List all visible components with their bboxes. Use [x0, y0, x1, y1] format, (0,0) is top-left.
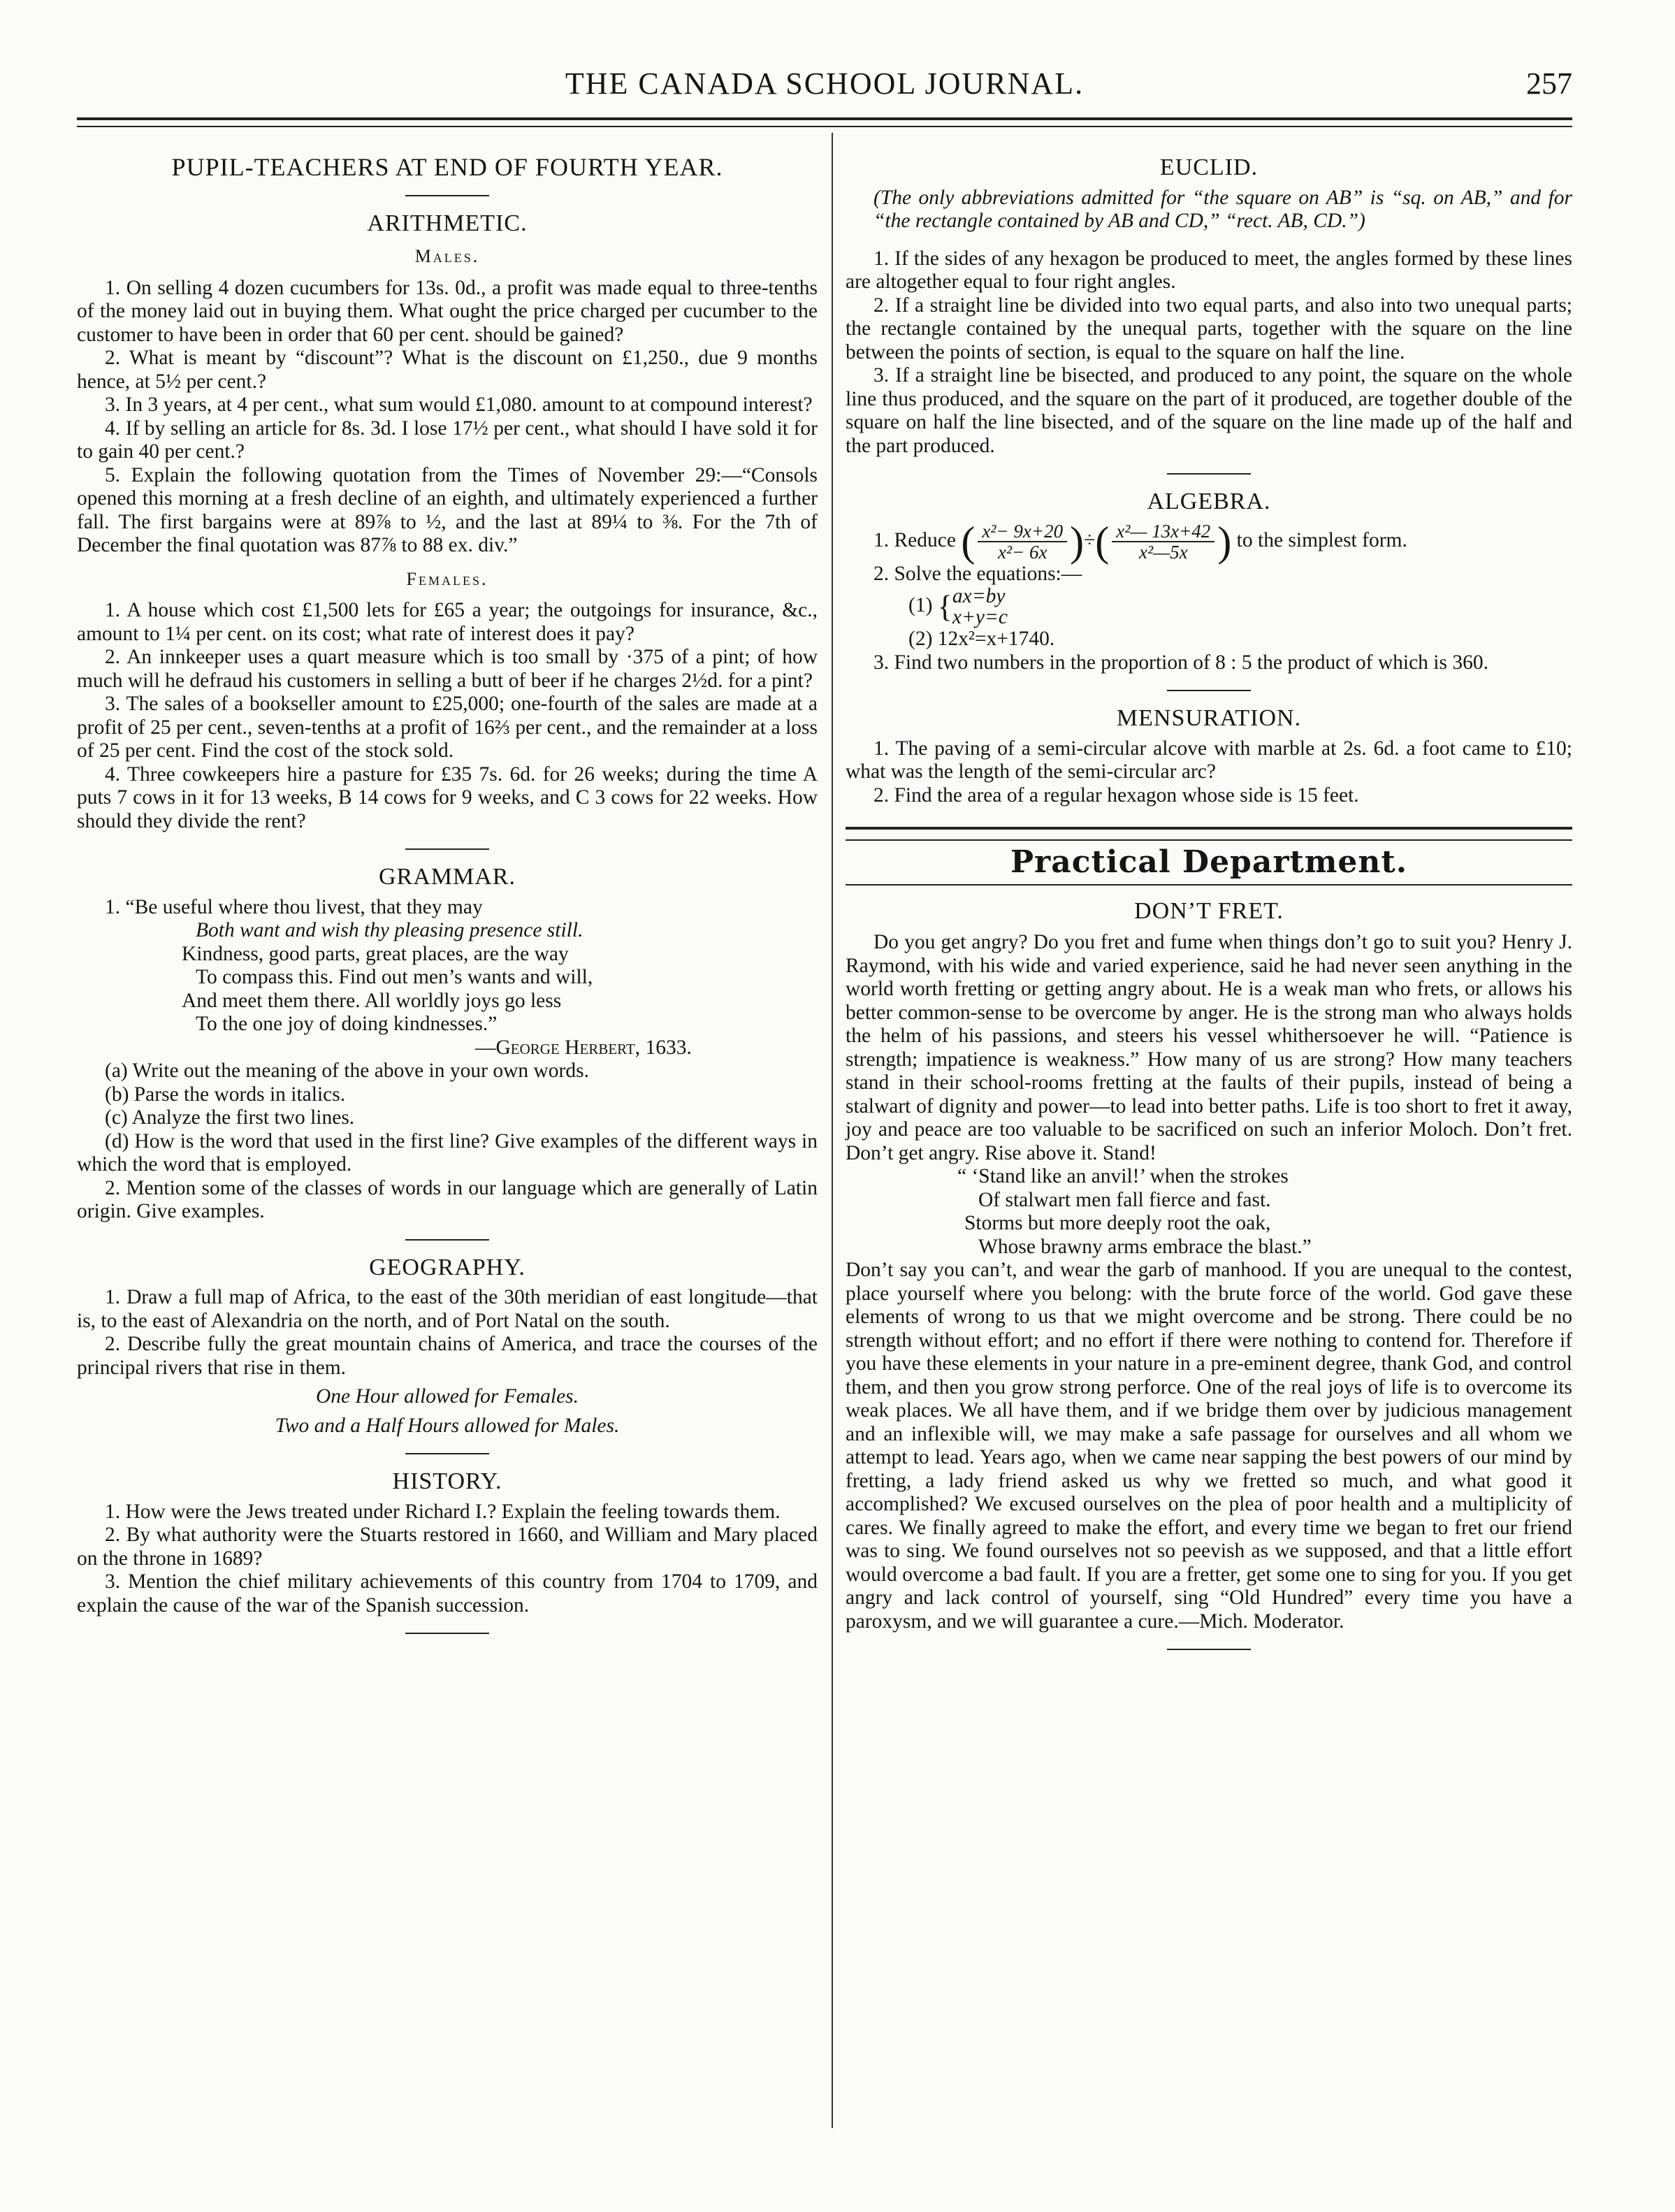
- euclid-q2: 2. If a straight line be divided into two equal parts, and also into two unequal parts; the rectangle contained by the unequal parts, together with the square on the line between the points of section, is equal to the square on half the line.: [846, 294, 1572, 363]
- poem-line: Both want and wish thy pleasing presence still.: [196, 919, 583, 941]
- department-title: Practical Department.: [1010, 844, 1408, 880]
- department-rules: [846, 827, 1572, 841]
- history-q3: 3. Mention the chief military achievements of this country from 1704 to 1709, and explain the cause of the war of the Spanish succession.: [77, 1570, 818, 1617]
- fraction-1-denominator: x²− 6x: [997, 541, 1047, 563]
- grammar-q-c: (c) Analyze the first two lines.: [105, 1106, 355, 1129]
- poem-line: To the one joy of doing kindnesses.”: [196, 1013, 498, 1035]
- poem-line: Kindness, good parts, great places, are the way: [182, 942, 569, 965]
- header-rule-thin: [77, 126, 1572, 127]
- arithmetic-title: ARITHMETIC.: [367, 210, 528, 236]
- section-rule: [405, 1453, 489, 1454]
- section-rule: [405, 1239, 489, 1241]
- brace-icon: {: [937, 589, 952, 624]
- grammar-q-a: (a) Write out the meaning of the above in your own words.: [105, 1060, 589, 1082]
- section-rule: [1167, 1649, 1251, 1650]
- arithmetic-male-q5: 5. Explain the following quotation from the Times of November 29:—“Consols opened this morning at a fresh decline of an eighth, and ultimately experienced a further fall. The first bargains were at 89⅞ to ½, and the last at 89¼ to ⅜. For the 7th of December the final quotation was 87⅞ to 88 ex. div.”: [77, 463, 818, 556]
- fraction-2: [1112, 521, 1214, 562]
- fraction-2-denominator: x²—5x: [1139, 541, 1188, 563]
- euclid-q3: 3. If a straight line be bisected, and produced to any point, the square on the whole line thus produced, and the square on the part of it produced, are together double of the square on half the line bisected, and of the square on the line made up of the half and the part produced.: [846, 364, 1572, 457]
- paren-close: ): [1217, 518, 1232, 565]
- grammar-q-d: (d) How is the word that used in the first line? Give examples of the different ways in which the word that is employed.: [77, 1129, 818, 1176]
- fraction-2-numerator: x²— 13x+42: [1112, 521, 1214, 542]
- column-divider: [832, 133, 833, 2128]
- grammar-q2: 2. Mention some of the classes of words in our language which are generally of Latin origin. Give examples.: [77, 1176, 818, 1222]
- journal-title: THE CANADA SCHOOL JOURNAL.: [565, 66, 1085, 101]
- history-q2: 2. By what authority were the Stuarts restored in 1660, and William and Mary placed on the throne in 1689?: [77, 1524, 818, 1570]
- poem-line: And meet them there. All worldly joys go less: [182, 989, 562, 1012]
- equation-2: (2) 12x²=x+1740.: [908, 628, 1055, 650]
- geography-q2: 2. Describe fully the great mountain chains of America, and trace the courses of the principal rivers that rise in them.: [77, 1333, 818, 1379]
- geography-title: GEOGRAPHY.: [369, 1254, 525, 1280]
- paren-close: ): [1070, 518, 1085, 565]
- algebra-q3: 3. Find two numbers in the proportion of 8 : 5 the product of which is 360.: [873, 651, 1488, 674]
- note-females: One Hour allowed for Females.: [315, 1385, 579, 1408]
- arithmetic-female-q2: 2. An innkeeper uses a quart measure which is too small by ·375 of a pint; of how much will he defraud his customers in selling a butt of beer if he charges 2½d. for a pint?: [77, 646, 818, 692]
- arithmetic-male-q3: 3. In 3 years, at 4 per cent., what sum would £1,080. amount to at compound interest?: [105, 393, 813, 416]
- females-title: Females.: [406, 568, 488, 589]
- arithmetic-male-q2: 2. What is meant by “discount”? What is the discount on £1,250., due 9 months hence, at 5½ per cent.?: [77, 347, 818, 393]
- fraction-1: [978, 521, 1067, 562]
- main-title: PUPIL-TEACHERS AT END OF FOURTH YEAR.: [171, 153, 723, 181]
- paren-open: (: [961, 518, 976, 565]
- equation-1: [846, 586, 1572, 628]
- grammar-title: GRAMMAR.: [379, 864, 516, 890]
- equation-1-line-a: ax=by: [952, 585, 1006, 607]
- mensuration-q2: 2. Find the area of a regular hexagon whose side is 15 feet.: [873, 783, 1359, 807]
- algebra-q1-prefix: 1. Reduce: [873, 528, 956, 551]
- section-rule: [405, 195, 489, 196]
- dont-fret-title: DON’T FRET.: [1134, 897, 1284, 924]
- geography-q1: 1. Draw a full map of Africa, to the east of the 30th meridian of east longitude—that is, to the east of Alexandria on the north, and of Port Natal on the south.: [77, 1286, 818, 1332]
- mensuration-title: MENSURATION.: [1116, 705, 1302, 731]
- euclid-title: EUCLID.: [1159, 154, 1259, 180]
- section-rule: [405, 848, 489, 850]
- paren-open: (: [1095, 518, 1110, 565]
- poem-line: Whose brawny arms embrace the blast.”: [978, 1235, 1312, 1258]
- males-title: Males.: [414, 246, 480, 266]
- page-number: 257: [1526, 66, 1572, 101]
- poem-attribution: —George Herbert, 1633.: [475, 1036, 692, 1059]
- poem-line: Of stalwart men fall fierce and fast.: [978, 1188, 1271, 1211]
- fraction-1-numerator: x²− 9x+20: [978, 521, 1067, 542]
- algebra-q1: [846, 518, 1572, 565]
- note-males: Two and a Half Hours allowed for Males.: [275, 1414, 620, 1437]
- left-column: [77, 143, 818, 1649]
- history-q1: 1. How were the Jews treated under Richard I.? Explain the feeling towards them.: [105, 1500, 781, 1523]
- equation-1-label: (1): [908, 593, 933, 616]
- grammar-q-b: (b) Parse the words in italics.: [105, 1083, 346, 1106]
- euclid-q1: 1. If the sides of any hexagon be produced to meet, the angles formed by these lines are altogether equal to four right angles.: [846, 247, 1572, 293]
- page-header: [77, 62, 1572, 110]
- arithmetic-female-q4: 4. Three cowkeepers hire a pasture for £35 7s. 6d. for 26 weeks; during the time A puts 7 cows in it for 13 weeks, B 14 cows for 9 weeks, and C 3 cows for 22 weeks. How should they divide the rent?: [77, 762, 818, 832]
- poem-line: 1. “Be useful where thou livest, that they may: [105, 895, 483, 918]
- arithmetic-male-q1: 1. On selling 4 dozen cucumbers for 13s. 0d., a profit was made equal to three-tenths of the money laid out in buying them. What ought the price charged per cucumber to the customer to have been in order that 60 per cent. should be gained?: [77, 276, 818, 346]
- section-rule: [405, 1633, 489, 1634]
- euclid-note: (The only abbreviations admitted for “the square on AB” is “sq. on AB,” and for “the rectangle contained by AB and CD,” “rect. AB, CD.”): [873, 186, 1572, 232]
- dont-fret-poem: [846, 1165, 1572, 1259]
- mensuration-q1: 1. The paving of a semi-circular alcove with marble at 2s. 6d. a foot came to £10; what was the length of the semi-circular arc?: [846, 737, 1572, 783]
- arithmetic-female-q3: 3. The sales of a bookseller amount to £25,000; one-fourth of the sales are made at a profit of 25 per cent., seven-tenths at a profit of 16⅔ per cent., and the remainder at a loss of 25 per cent. Find the cost of the stock sold.: [77, 693, 818, 762]
- section-rule: [1167, 473, 1251, 475]
- algebra-q2: 2. Solve the equations:—: [873, 562, 1082, 585]
- equation-1-stack: [952, 586, 1008, 628]
- division-sign: ÷: [1084, 528, 1096, 551]
- dont-fret-paragraph-2: Don’t say you can’t, and wear the garb of manhood. If you are unequal to the contest, place yourself where you belong: with the brute force of the world. God gave these elements of wrong to us that we might overcome and be strong. There could be no strength without effort; and no effort if there were nothing to contend for. Therefore if you have these elements in your nature in a pre-eminent degree, thank God, and control them, and then you grow strong perforce. One of the real joys of life is to overcome its weak places. We all have them, and if we bridge them over by judicious management and an inflexible will, we may make a safe passage for ourselves and all whom we attempt to lead. Years ago, when we came near sapping the best powers of our mind by fretting, a lady friend asked us why we fretted so much, and what good it accomplished? We excused ourselves on the plea of poor health and a multiplicity of cares. We finally agreed to make the effort, and every time we began to fret our friend was to sing. We found ourselves not so peevish as we supposed, and that a little effort would overcome a bad fault. If you are a fretter, get some one to sing for you. If you get angry and lack control of yourself, sing “Old Hundred” every time you have a paroxysm, and we will guarantee a cure.—Mich. Moderator.: [846, 1259, 1572, 1633]
- header-rule-thick: [77, 117, 1572, 120]
- arithmetic-male-q4: 4. If by selling an article for 8s. 3d. I lose 17½ per cent., what should I have sold it for to gain 40 per cent.?: [77, 417, 818, 463]
- right-column: [846, 143, 1572, 1665]
- section-rule: [1167, 690, 1251, 691]
- dont-fret-paragraph-1: Do you get angry? Do you fret and fume when things don’t go to suit you? Henry J. Raymond, with his wide and varied experience, said he had never seen anything in the world worth fretting or getting angry about. He is a weak man who frets, or allows his better common-sense to be overcome by anger. He is the strong man who always holds the helm of his passions, and steers his vessel whithersoever he will. “Patience is strength; impatience is weakness.” How many of us are strong? How many teachers stand in their school-rooms fretting at the faults of their pupils, instead of being a stalwart of dignity and power—to lead into better paths. Life is too short to fret it away, joy and peace are too valuable to be sacrificed on such an inferior Moloch. Don’t fret. Don’t get angry. Rise above it. Stand!: [846, 931, 1572, 1164]
- algebra-title: ALGEBRA.: [1147, 489, 1271, 514]
- equation-1-line-b: x+y=c: [952, 606, 1008, 628]
- poem-line: “ ‘Stand like an anvil!’ when the strokes: [957, 1165, 1289, 1187]
- poem-line: To compass this. Find out men’s wants and will,: [196, 966, 593, 988]
- arithmetic-female-q1: 1. A house which cost £1,500 lets for £65 a year; the outgoings for insurance, &c., amount to 1¼ per cent. on its cost; what rate of interest does it pay?: [77, 599, 818, 645]
- poem-line: Storms but more deeply root the oak,: [964, 1212, 1271, 1234]
- grammar-poem: [77, 896, 818, 1060]
- history-title: HISTORY.: [392, 1468, 502, 1494]
- algebra-q1-suffix: to the simplest form.: [1236, 528, 1407, 551]
- department-rule: [846, 884, 1572, 885]
